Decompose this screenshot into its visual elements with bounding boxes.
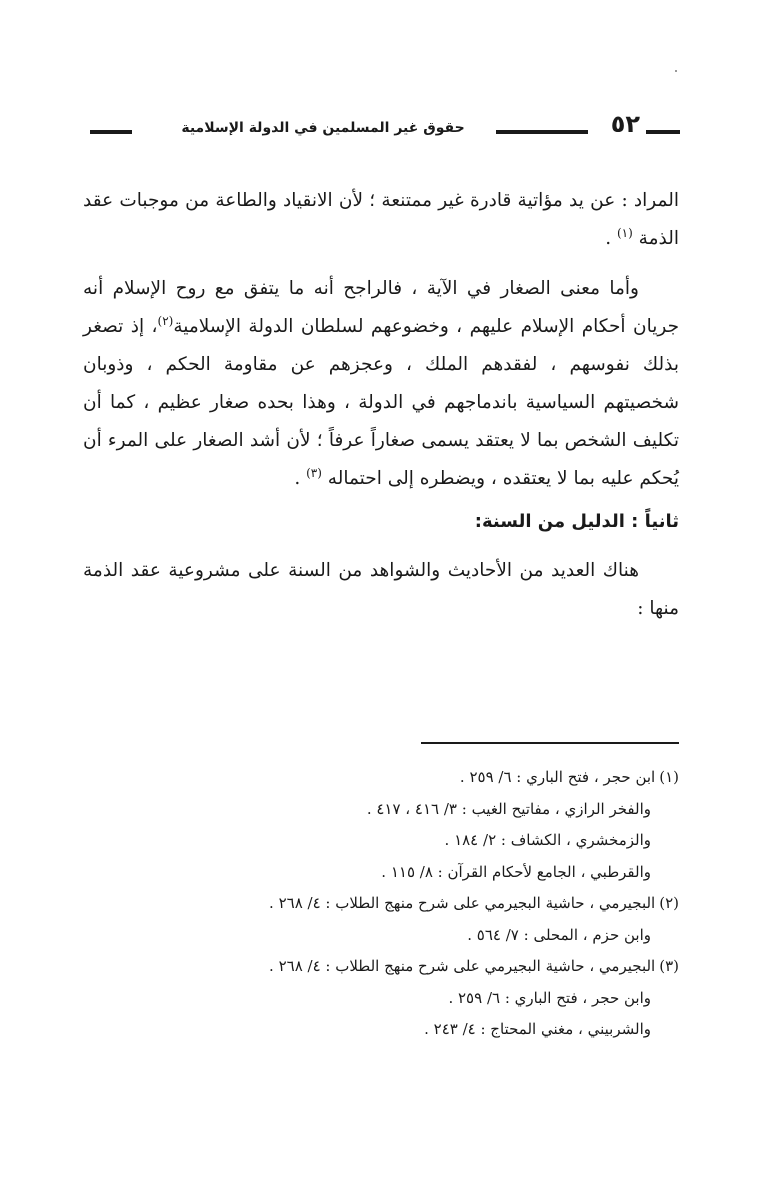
footnote-1-number: (١) — [659, 768, 679, 786]
paragraph-2-end: . — [294, 468, 307, 489]
paragraph-2 — [83, 270, 679, 498]
footnote-1-line-3: والزمخشري ، الكشاف : ٢/ ١٨٤ . — [444, 831, 651, 849]
paragraph-1-end: . — [605, 228, 617, 249]
footnote-3-line-1 — [79, 951, 679, 983]
footnote-ref-1: (١) — [616, 225, 633, 240]
paragraph-2-text-a: وأما معنى الصغار في الآية ، فالراجح أنه ما يتفق مع روح الإسلام أنه جريان أحكام الإسلام عليهم ، وخضوعهم لسلطان الدولة الإسلامية — [83, 278, 680, 337]
footnote-ref-2: (٢) — [157, 313, 174, 328]
footnote-1-line-2: والفخر الرازي ، مفاتيح الغيب : ٣/ ٤١٦ ، ٤١٧ . — [366, 799, 651, 818]
paragraph-3: هناك العديد من الأحاديث والشواهد من السنة على مشروعية عقد الذمة منها : — [83, 560, 679, 619]
section-heading: ثانياً : الدليل من السنة: — [474, 511, 679, 532]
page-number: ٥٢ — [610, 110, 640, 138]
scan-speck — [675, 70, 677, 72]
paragraph-1-text: المراد : عن يد مؤاتية قادرة غير ممتنعة ؛ لأن الانقياد والطاعة من موجبات عقد الذمة — [83, 190, 679, 249]
body-text — [83, 182, 679, 628]
footnote-1-text: ابن حجر ، فتح الباري : ٦/ ٢٥٩ . — [459, 768, 656, 786]
header-rule-left — [90, 130, 132, 134]
page-header — [90, 108, 680, 144]
footnote-2-text: البجيرمي ، حاشية البجيرمي على شرح منهج الطلاب : ٤/ ٢٦٨ . — [269, 894, 656, 912]
footnote-3-number: (٣) — [659, 957, 679, 975]
footnote-3-text: البجيرمي ، حاشية البجيرمي على شرح منهج الطلاب : ٤/ ٢٦٨ . — [269, 957, 656, 975]
paragraph-2-text-b: ، إذ تصغر بذلك نفوسهم ، لفقدهم الملك ، وعجزهم عن مقاومة الحكم ، وذوبان شخصيتهم السياسية باندماجهم في الدولة ، وهذا بحده صغار عظيم ، كما أن تكليف الشخص بما لا يعتقد يسمى صغاراً عرفاً ؛ لأن أشد الصغار على المرء أن يُحكم عليه بما لا يعتقده ، ويضطره إلى احتماله — [83, 316, 679, 489]
header-rule-right — [646, 130, 680, 134]
running-title: حقوق غير المسلمين في الدولة الإسلامية — [181, 120, 465, 136]
footnote-1-line-4: والقرطبي ، الجامع لأحكام القرآن : ٨/ ١١٥ . — [381, 862, 651, 881]
footnotes — [79, 762, 679, 1046]
header-rule-middle — [496, 130, 588, 134]
paragraph-1 — [83, 182, 679, 258]
footnote-ref-3: (٣) — [306, 465, 322, 480]
footnote-3-line-3: والشربيني ، مغني المحتاج : ٤/ ٢٤٣ . — [424, 1020, 651, 1038]
footnote-separator — [421, 742, 679, 744]
footnote-2-line-2: وابن حزم ، المحلى : ٧/ ٥٦٤ . — [467, 925, 651, 944]
footnote-2-line-1 — [79, 888, 679, 920]
footnote-3-line-2: وابن حجر ، فتح الباري : ٦/ ٢٥٩ . — [448, 988, 651, 1007]
footnote-1-line-1 — [79, 762, 679, 794]
footnote-2-number: (٢) — [659, 894, 679, 912]
